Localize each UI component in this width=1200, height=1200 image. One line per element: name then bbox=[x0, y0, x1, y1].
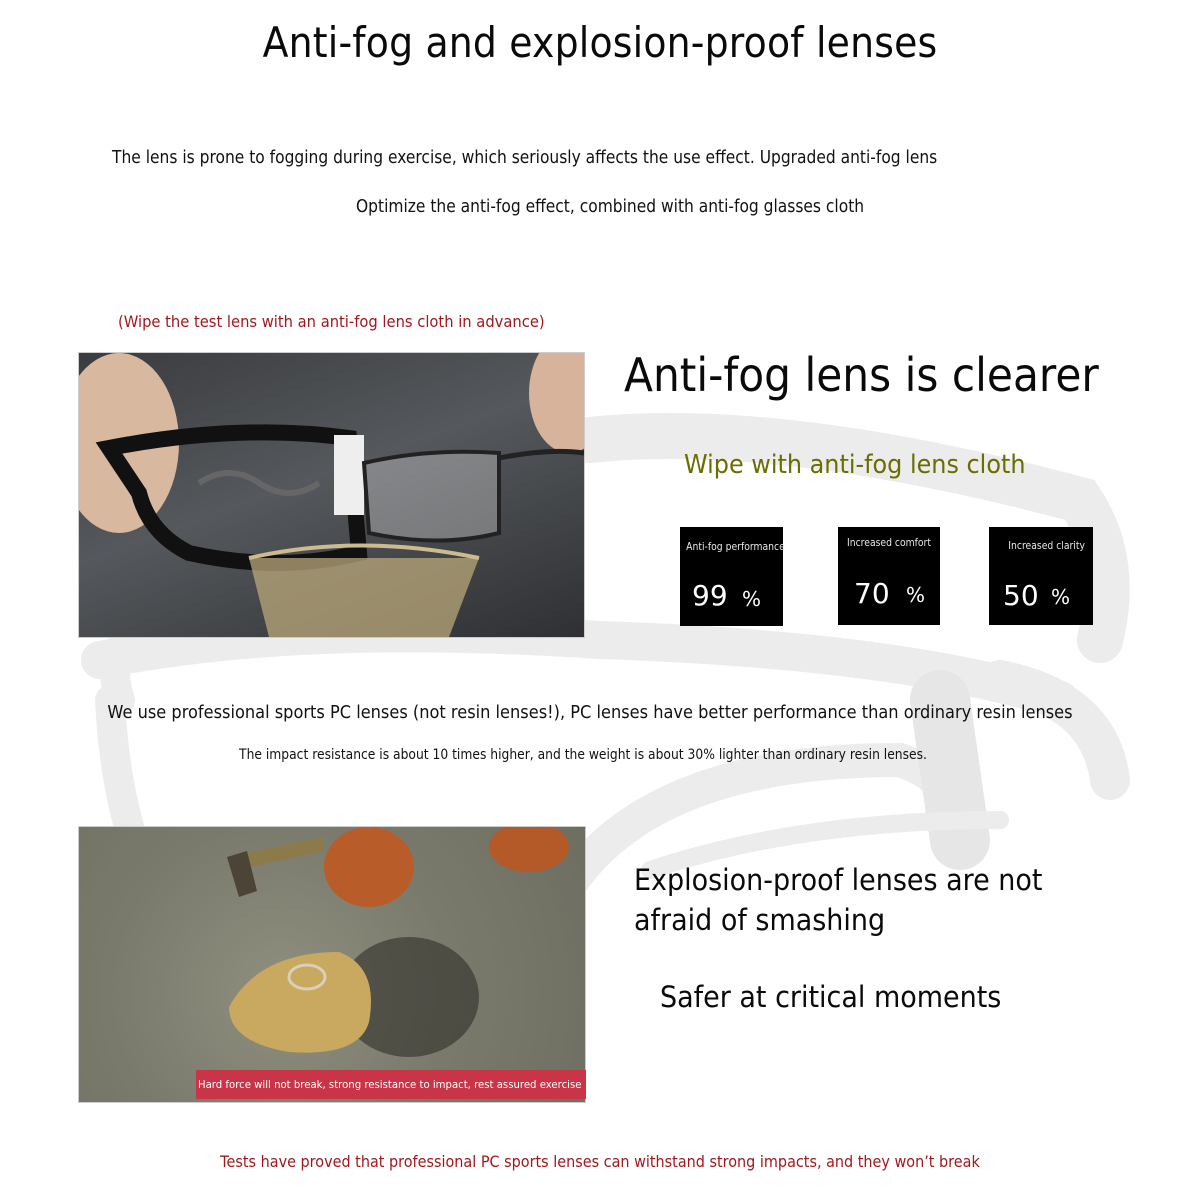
explosion-heading: Explosion-proof lenses are not afraid of smashing bbox=[634, 863, 1043, 937]
stat-label: Increased comfort bbox=[847, 537, 931, 549]
intro-line-2: Optimize the anti-fog effect, combined with anti-fog glasses cloth bbox=[356, 196, 865, 217]
hammer-rock-illustration bbox=[79, 827, 585, 1102]
page-title: Anti-fog and explosion-proof lenses bbox=[262, 18, 938, 67]
antifog-heading: Anti-fog lens is clearer bbox=[624, 348, 1099, 402]
impact-test-banner bbox=[196, 1070, 586, 1099]
stat-increased-comfort bbox=[838, 527, 940, 625]
pc-lens-description: We use professional sports PC lenses (not resin lenses!), PC lenses have better performance than ordinary resin lenses bbox=[107, 702, 1073, 723]
stat-unit: % bbox=[1051, 585, 1071, 609]
impact-test-photo bbox=[78, 826, 586, 1103]
explosion-subheading: Safer at critical moments bbox=[660, 980, 1002, 1014]
banner-text: Hard force will not break, strong resistance to impact, rest assured exercise bbox=[198, 1078, 582, 1091]
intro-line-1: The lens is prone to fogging during exercise, which seriously affects the use effect. Upgraded anti-fog lens bbox=[112, 147, 938, 168]
stat-increased-clarity bbox=[989, 527, 1093, 625]
stat-label: Anti-fog performance bbox=[686, 541, 785, 553]
antifog-test-note: (Wipe the test lens with an anti-fog lens cloth in advance) bbox=[118, 312, 545, 331]
antifog-test-photo bbox=[78, 352, 585, 638]
stat-unit: % bbox=[742, 587, 762, 611]
stat-antifog-performance bbox=[680, 527, 783, 626]
glasses-steam-illustration bbox=[79, 353, 584, 637]
stat-unit: % bbox=[906, 583, 926, 607]
stat-value: 70 bbox=[854, 577, 890, 610]
pc-lens-impact-note: The impact resistance is about 10 times higher, and the weight is about 30% lighter than ordinary resin lenses. bbox=[239, 747, 927, 763]
stat-value: 99 bbox=[692, 579, 728, 612]
stat-label: Increased clarity bbox=[1008, 540, 1085, 552]
footer-note: Tests have proved that professional PC sports lenses can withstand strong impacts, and they won’t break bbox=[220, 1152, 980, 1171]
stat-value: 50 bbox=[1003, 579, 1039, 612]
antifog-subheading: Wipe with anti-fog lens cloth bbox=[684, 450, 1026, 480]
